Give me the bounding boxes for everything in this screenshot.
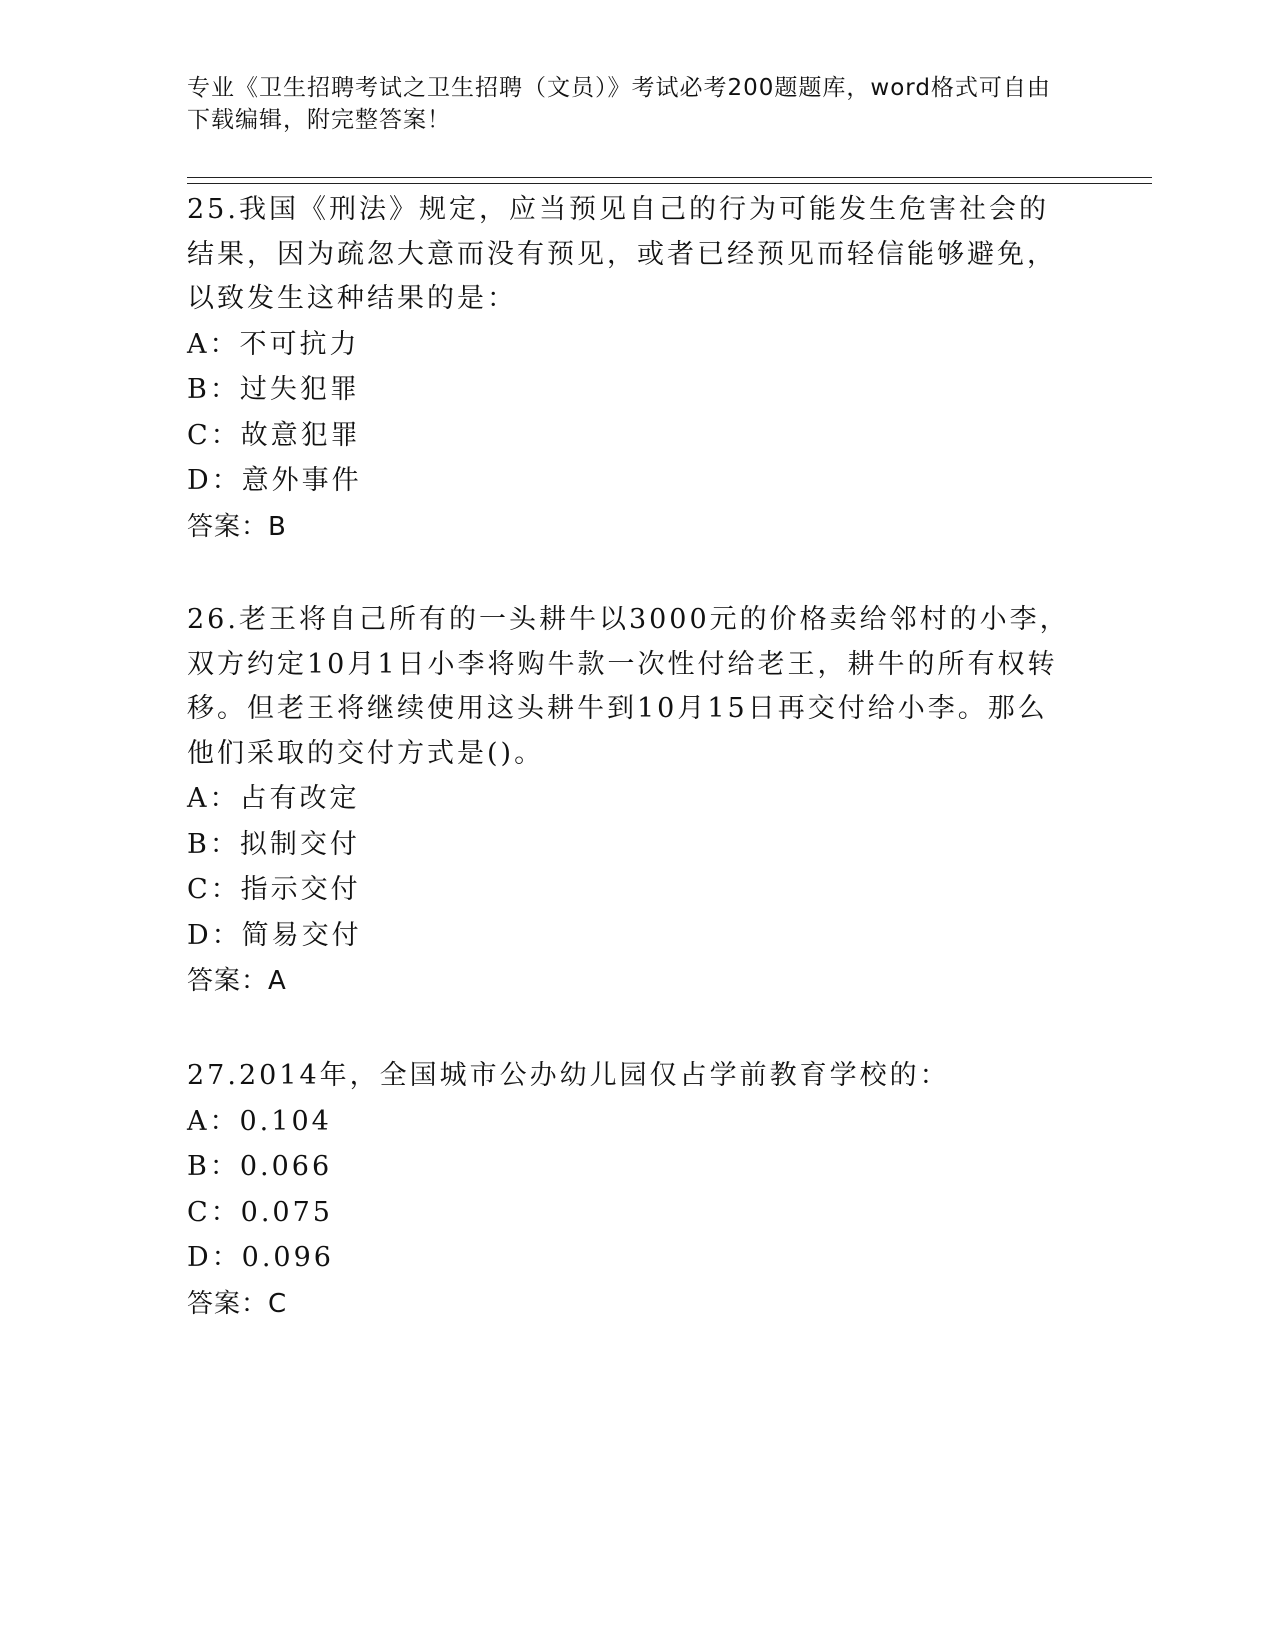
option-key: C：: [187, 419, 241, 451]
option-text: 故意犯罪: [240, 419, 361, 451]
option-text: 过失犯罪: [239, 374, 360, 405]
question-25: [187, 188, 1077, 550]
document-header: 专业《卫生招聘考试之卫生招聘（文员）》考试必考200题题库，word格式可自由下载编辑，附完整答案！: [187, 75, 1051, 133]
option-d: [187, 1235, 1077, 1281]
option-c: [187, 867, 1077, 913]
question-stem: 25.我国《刑法》规定，应当预见自己的行为可能发生危害社会的结果，因为疏忽大意而没有预见，或者已经预见而轻信能够避免，以致发生这种结果的是：: [187, 194, 1057, 314]
option-text: 简易交付: [241, 919, 362, 951]
option-b: [187, 1144, 1077, 1190]
option-a: [187, 322, 1077, 368]
option-key: A：: [187, 328, 240, 360]
question-stem: 26.老王将自己所有的一头耕牛以3000元的价格卖给邻村的小李，双方约定10月1日小李将购牛款一次性付给老王，耕牛的所有权转移。但老王将继续使用这头耕牛到10月15日再交付给小李。那么他们采取的交付方式是()。: [187, 604, 1070, 769]
header-divider-top: [187, 177, 1152, 178]
option-text: 0.104: [239, 1105, 332, 1137]
answer-line: 答案：C: [187, 1288, 288, 1319]
option-d: [187, 458, 1077, 504]
option-a: [187, 1099, 1077, 1145]
question-26: [187, 598, 1077, 1004]
option-text: 占有改定: [239, 783, 360, 814]
option-b: [187, 822, 1077, 868]
option-text: 拟制交付: [239, 828, 360, 860]
option-c: [187, 413, 1077, 459]
option-key: A：: [187, 783, 240, 814]
option-text: 不可抗力: [239, 328, 360, 360]
option-key: B：: [187, 1151, 240, 1182]
option-key: D：: [187, 465, 242, 496]
option-text: 意外事件: [241, 465, 362, 496]
header-divider-bottom: [187, 183, 1152, 184]
option-text: 0.096: [241, 1242, 334, 1273]
answer-line: 答案：B: [187, 511, 287, 542]
option-b: [187, 367, 1077, 413]
option-key: B：: [187, 374, 240, 405]
option-key: B：: [187, 828, 240, 860]
option-key: D：: [187, 919, 242, 951]
option-text: 0.075: [240, 1196, 333, 1228]
question-27: [187, 1054, 1077, 1327]
option-d: [187, 913, 1077, 959]
option-text: 0.066: [239, 1151, 333, 1182]
option-key: C：: [187, 874, 241, 905]
option-key: A：: [187, 1105, 240, 1137]
option-key: C：: [187, 1196, 241, 1228]
option-key: D：: [187, 1242, 242, 1273]
question-stem: 27.2014年，全国城市公办幼儿园仅占学前教育学校的：: [187, 1060, 950, 1091]
option-text: 指示交付: [240, 874, 361, 905]
option-c: [187, 1190, 1077, 1236]
option-a: [187, 776, 1077, 822]
answer-line: 答案：A: [187, 966, 287, 996]
